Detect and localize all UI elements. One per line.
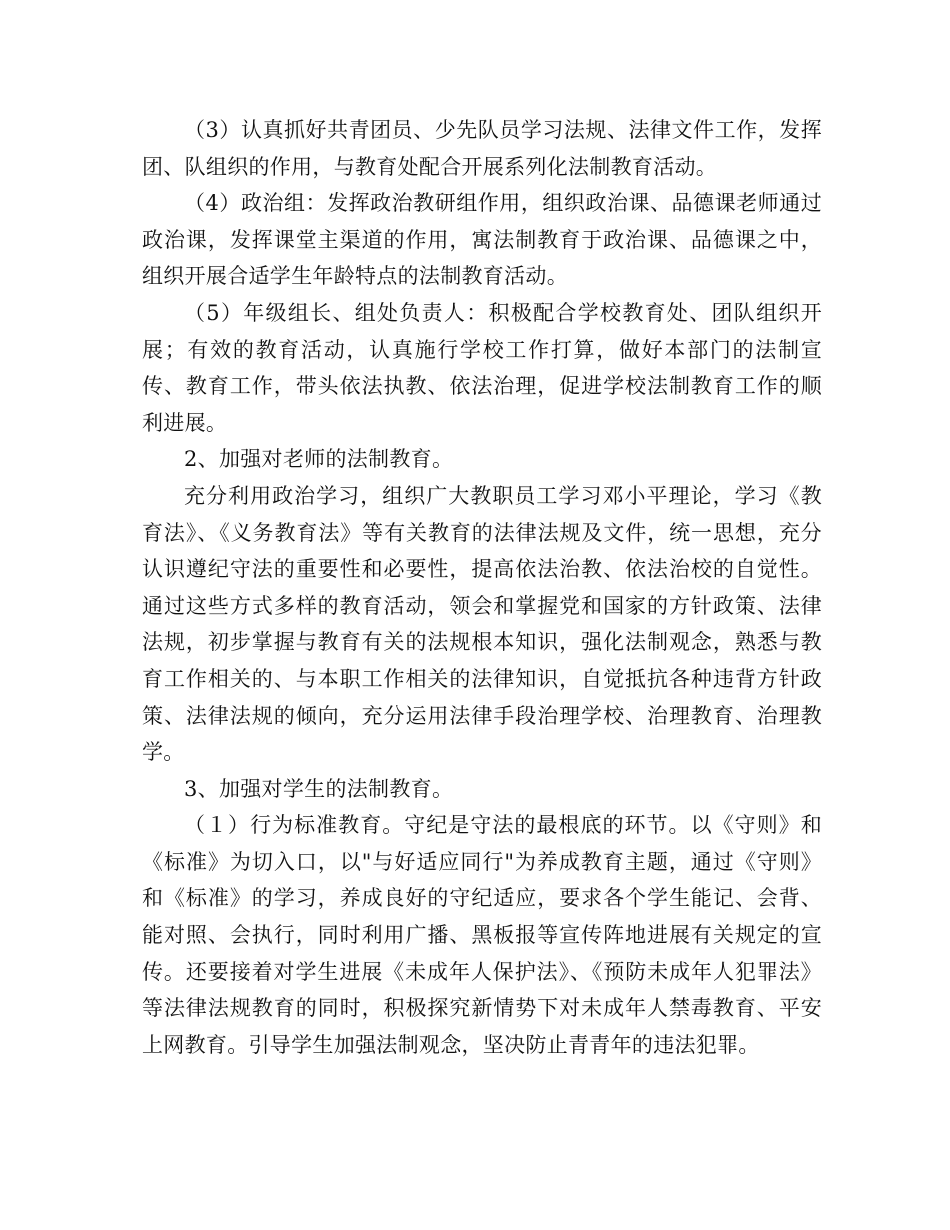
section-heading-student-education: 3、加强对学生的法制教育。 [184, 776, 454, 801]
paragraph-item-4-politics-group: （4）政治组：发挥政治教研组作用，组织政治课、品德课老师通过政治课，发挥课堂主渠道的作用，寓法制教育于政治课、品德课之中，组织开展合适学生年龄特点的法制教育活动。 [142, 191, 822, 289]
paragraph-item-1-behavior-standards: （１）行为标准教育。守纪是守法的最根底的环节。以《守则》和《标准》为切入口，以"与好适应同行"为养成教育主题，通过《守则》和《标准》的学习，养成良好的守纪适应，要求各个学生能记、会背、能对照、会执行，同时利用广播、黑板报等宣传阵地进展有关规定的宣传。还要接着对学生进展《未成年人保护法》、《预防未成年人犯罪法》等法律法规教育的同时，积极探究新情势下对未成年人禁毒教育、平安上网教育。引导学生加强法制观念，坚决防止青青年的违法犯罪。 [142, 813, 822, 1057]
section-heading-teacher-education: 2、加强对老师的法制教育。 [184, 447, 454, 472]
paragraph-item-3-league-work: （3）认真抓好共青团员、少先队员学习法规、法律文件工作，发挥团、队组织的作用，与教育处配合开展系列化法制教育活动。 [142, 118, 822, 179]
paragraph-item-5-grade-leaders: （5）年级组长、组处负责人：积极配合学校教育处、团队组织开展；有效的教育活动，认真施行学校工作打算，做好本部门的法制宣传、教育工作，带头依法执教、依法治理，促进学校法制教育工作的顺利进展。 [142, 300, 822, 435]
paragraph-teacher-education: 充分利用政治学习，组织广大教职员工学习邓小平理论，学习《教育法》、《义务教育法》等有关教育的法律法规及文件，统一思想，充分认识遵纪守法的重要性和必要性，提高依法治教、依法治校的自觉性。通过这些方式多样的教育活动，领会和掌握党和国家的方针政策、法律法规，初步掌握与教育有关的法规根本知识，强化法制观念，熟悉与教育工作相关的、与本职工作相关的法律知识，自觉抵抗各种违背方针政策、法律法规的倾向，充分运用法律手段治理学校、治理教育、治理教学。 [142, 483, 822, 765]
document-body [142, 112, 822, 1063]
